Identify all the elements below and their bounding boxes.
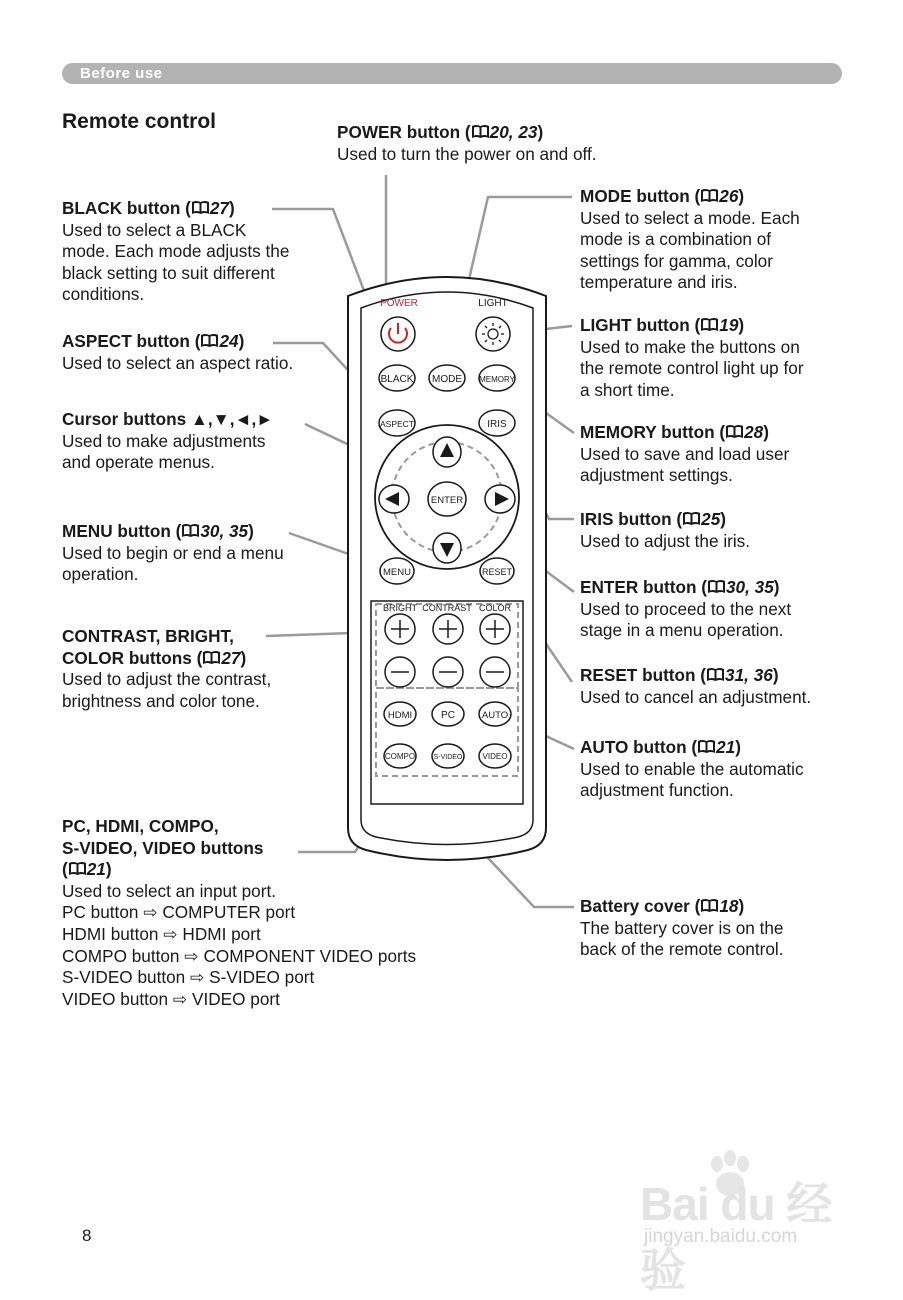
pc-button[interactable] [432, 702, 464, 726]
auto-button[interactable] [479, 702, 511, 726]
svg-text:IRIS: IRIS [487, 419, 507, 430]
power-label: POWER [380, 298, 418, 309]
book-icon [682, 511, 701, 526]
power-callout: POWER button ( 20, 23) Used to turn the power on and off. [337, 122, 597, 164]
reset-button[interactable] [480, 558, 514, 584]
bright-label: BRIGHT [382, 603, 418, 613]
book-icon [191, 200, 210, 215]
iris-button[interactable] [479, 410, 515, 436]
menu-callout: MENU button ( 30, 35) Used to begin or end a menu operation. [62, 521, 284, 585]
iris-callout: IRIS button ( 25) Used to adjust the iris. [580, 509, 751, 551]
enter-callout: ENTER button ( 30, 35) Used to proceed to the next stage in a menu operation. [580, 577, 792, 641]
page-number: 8 [82, 1226, 92, 1245]
light-callout: LIGHT button ( 19) Used to make the buttons on the remote control light up for a short time. [580, 315, 804, 400]
book-icon [471, 124, 490, 139]
book-icon [700, 188, 719, 203]
cursor-down-button[interactable] [433, 533, 461, 563]
book-icon [202, 650, 221, 665]
svg-text:ASPECT: ASPECT [379, 419, 415, 429]
svideo-button[interactable] [432, 744, 464, 768]
book-icon [700, 898, 719, 913]
contrast-minus-button[interactable] [433, 657, 463, 687]
contrast-label: CONTRAST [422, 603, 472, 613]
svg-text:MENU: MENU [383, 567, 411, 578]
black-callout: BLACK button ( 27) Used to select a BLACK mode. Each mode adjusts the black setting to suit different conditions. [62, 198, 290, 305]
color-label: COLOR [478, 603, 512, 613]
svg-text:COMPO: COMPO [384, 752, 416, 761]
bright-minus-button[interactable] [385, 657, 415, 687]
book-icon [181, 523, 200, 538]
svg-text:S-VIDEO: S-VIDEO [433, 754, 463, 761]
video-button[interactable] [479, 744, 511, 768]
book-icon [707, 579, 726, 594]
book-icon [706, 667, 725, 682]
page-title: Remote control [62, 110, 217, 133]
mode-callout: MODE button ( 26) Used to select a mode. Each mode is a combination of settings for gamma, color temperature and iris. [580, 186, 800, 293]
contrast-callout: CONTRAST, BRIGHT, COLOR buttons ( 27) Used to adjust the contrast, brightness and color tone. [62, 626, 272, 711]
cursor-up-button[interactable] [433, 437, 461, 467]
color-plus-button[interactable] [480, 614, 510, 644]
book-icon [68, 861, 87, 876]
book-icon [697, 739, 716, 754]
reset-callout: RESET button ( 31, 36) Used to cancel an adjustment. [580, 665, 812, 707]
svg-text:MODE: MODE [432, 374, 462, 385]
memory-callout: MEMORY button ( 28) Used to save and load user adjustment settings. [580, 422, 790, 486]
aspect-button[interactable] [379, 410, 415, 436]
svg-text:MEMORY: MEMORY [479, 375, 515, 384]
black-button[interactable] [379, 365, 415, 391]
svg-text:AUTO: AUTO [481, 710, 509, 721]
compo-button[interactable] [384, 744, 416, 768]
svg-text:RESET: RESET [481, 567, 513, 577]
light-button[interactable] [476, 317, 510, 351]
watermark [640, 1150, 855, 1296]
memory-button[interactable] [479, 365, 516, 391]
svg-text:PC: PC [441, 710, 455, 721]
cursor-left-button[interactable] [379, 485, 409, 513]
power-button[interactable] [381, 317, 415, 351]
hdmi-button[interactable] [384, 702, 416, 726]
svg-text:VIDEO: VIDEO [482, 752, 508, 761]
bright-plus-button[interactable] [385, 614, 415, 644]
auto-callout: AUTO button ( 21) Used to enable the automatic adjustment function. [580, 737, 804, 801]
watermark-brand: Bai du 经验 [640, 1178, 832, 1296]
book-icon [200, 333, 219, 348]
cursor-right-button[interactable] [485, 485, 515, 513]
input-callout: PC, HDMI, COMPO, S-VIDEO, VIDEO buttons ( 21) Used to select an input port. PC button ⇨ COMPUTER port HDMI button ⇨ HDMI port COMPO button ⇨ COMPONENT VIDEO ports S-VIDEO button ⇨ S-VIDEO port VIDEO button ⇨ VIDEO port [62, 816, 417, 1009]
light-label: LIGHT [478, 298, 508, 309]
svg-text:BLACK: BLACK [380, 374, 414, 385]
battery-callout: Battery cover ( 18) The battery cover is on the back of the remote control. [580, 896, 784, 960]
contrast-plus-button[interactable] [433, 614, 463, 644]
cursor-callout: Cursor buttons ▲,▼,◄,► Used to make adjustments and operate menus. [62, 409, 274, 473]
aspect-callout: ASPECT button ( 24) Used to select an aspect ratio. [62, 331, 294, 373]
svg-text:HDMI: HDMI [387, 710, 413, 721]
book-icon [700, 317, 719, 332]
menu-button[interactable] [380, 558, 414, 584]
book-icon [725, 424, 744, 439]
color-minus-button[interactable] [480, 657, 510, 687]
section-header-label: Before use [80, 65, 163, 82]
svg-text:ENTER: ENTER [430, 495, 464, 506]
watermark-url: jingyan.baidu.com [644, 1226, 798, 1247]
enter-button[interactable] [428, 482, 466, 516]
mode-button[interactable] [429, 365, 465, 391]
